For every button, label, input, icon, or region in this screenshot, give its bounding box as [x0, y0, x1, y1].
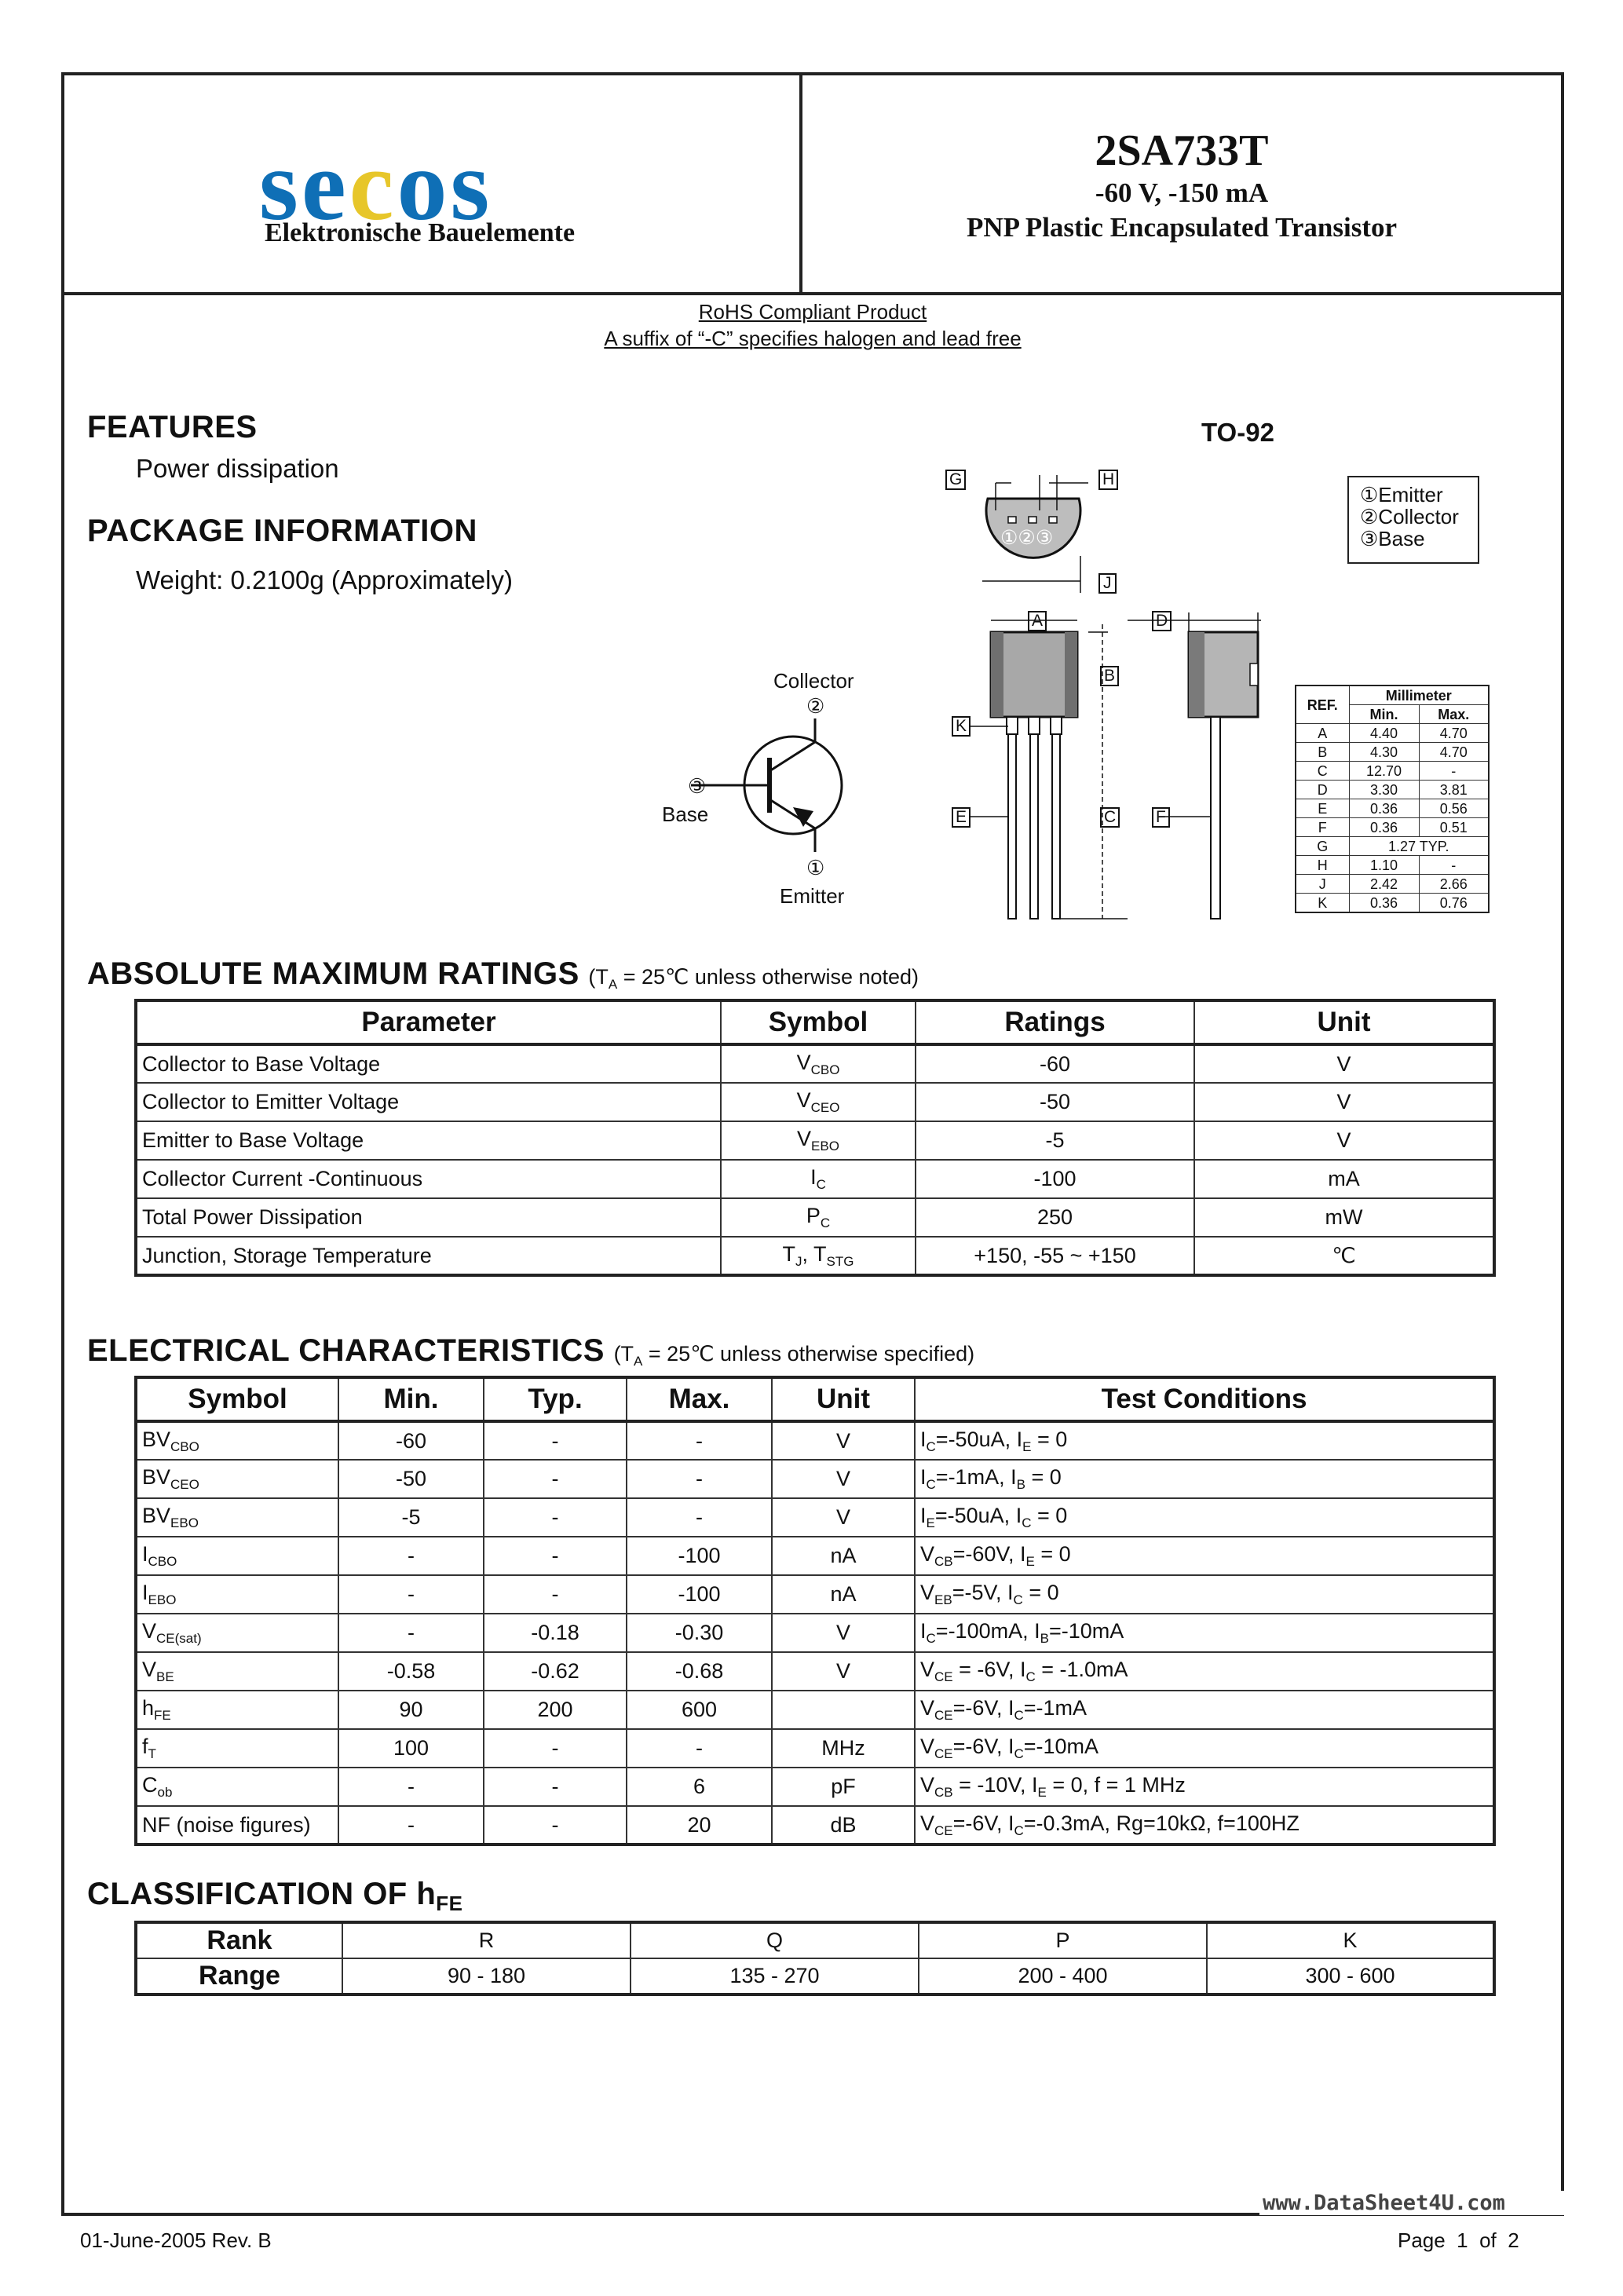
- elec-min: 100: [338, 1729, 484, 1768]
- abs-max-note: ($T_A$ = 25℃ unless otherwise noted): [588, 965, 919, 992]
- dim-ref: G: [1296, 837, 1349, 856]
- abs-unit: V: [1194, 1121, 1494, 1160]
- dim-label-k: K: [952, 716, 971, 737]
- dim-label-d: D: [1152, 611, 1172, 631]
- dim-min: 3.30: [1349, 781, 1419, 799]
- elec-row: [136, 1460, 1494, 1498]
- elec-note: ($T_A$ = 25℃ unless otherwise specified): [613, 1342, 975, 1369]
- elec-symbol: NF (noise figures): [136, 1806, 338, 1844]
- elec-min: -0.58: [338, 1652, 484, 1691]
- abs-symbol: $V_{CEO}$: [721, 1083, 916, 1121]
- abs-row: [136, 1198, 1494, 1237]
- elec-symbol: $C_{ob}$: [136, 1768, 338, 1806]
- elec-header-conditions: Test Conditions: [915, 1377, 1494, 1421]
- dim-min: 0.36: [1349, 894, 1419, 913]
- dim-label-h: H: [1098, 470, 1118, 490]
- dim-min: 0.36: [1349, 818, 1419, 837]
- dim-ref: F: [1296, 818, 1349, 837]
- elec-row: [136, 1421, 1494, 1460]
- elec-row: [136, 1768, 1494, 1806]
- elec-min: -: [338, 1614, 484, 1652]
- dim-ref: K: [1296, 894, 1349, 913]
- dim-row: [1296, 799, 1489, 818]
- elec-typ: -: [484, 1575, 627, 1614]
- dim-max: 3.81: [1419, 781, 1489, 799]
- classification-title: CLASSIFICATION OF $h_{FE}$: [87, 1877, 463, 1915]
- dim-row: [1296, 743, 1489, 762]
- elec-max: -: [627, 1729, 772, 1768]
- base-pin: ③: [688, 774, 707, 798]
- dim-row: [1296, 818, 1489, 837]
- abs-symbol: $P_C$: [721, 1198, 916, 1237]
- elec-min: -5: [338, 1498, 484, 1537]
- range-label: Range: [136, 1958, 342, 1994]
- elec-row: [136, 1652, 1494, 1691]
- elec-typ: -: [484, 1498, 627, 1537]
- rank-value: Q: [631, 1922, 919, 1958]
- elec-unit: MHz: [772, 1729, 915, 1768]
- rank-label: Rank: [136, 1922, 342, 1958]
- elec-typ: 200: [484, 1691, 627, 1729]
- pin-legend-base: ③Base: [1360, 527, 1425, 550]
- abs-header-symbol: Symbol: [721, 1000, 916, 1044]
- elec-max: -: [627, 1421, 772, 1460]
- dim-label-c: C: [1100, 807, 1120, 828]
- package-title: PACKAGE INFORMATION: [87, 514, 477, 548]
- elec-symbol: $BV_{EBO}$: [136, 1498, 338, 1537]
- part-number: 2SA733T: [1095, 126, 1269, 175]
- elec-max: -0.30: [627, 1614, 772, 1652]
- dim-max: 4.70: [1419, 743, 1489, 762]
- abs-rating: -60: [916, 1044, 1194, 1083]
- abs-row: [136, 1160, 1494, 1198]
- emitter-pin: ①: [806, 856, 825, 879]
- dim-row: [1296, 762, 1489, 781]
- dim-ref: H: [1296, 856, 1349, 875]
- elec-max: -0.68: [627, 1652, 772, 1691]
- abs-parameter: Total Power Dissipation: [136, 1198, 721, 1237]
- brand-logo-text: secos: [259, 130, 493, 241]
- collector-label: Collector: [773, 669, 854, 693]
- elec-max: -: [627, 1498, 772, 1537]
- abs-rating: +150, -55 ~ +150: [916, 1237, 1194, 1275]
- abs-max-title: [87, 956, 919, 993]
- footer-page: Page 1 of 2: [1398, 2228, 1519, 2252]
- elec-typ: -: [484, 1806, 627, 1844]
- abs-parameter: Collector to Emitter Voltage: [136, 1083, 721, 1121]
- elec-test-condition: $V_{CE}=-6V$, $I_C=-1mA$: [915, 1691, 1494, 1729]
- elec-symbol: $BV_{CBO}$: [136, 1421, 338, 1460]
- elec-max: -100: [627, 1537, 772, 1575]
- elec-unit: dB: [772, 1806, 915, 1844]
- package-name: TO-92: [1201, 418, 1274, 447]
- dim-max: 2.66: [1419, 875, 1489, 894]
- abs-unit: mW: [1194, 1198, 1494, 1237]
- elec-min: -50: [338, 1460, 484, 1498]
- elec-typ: -: [484, 1537, 627, 1575]
- abs-rating: -5: [916, 1121, 1194, 1160]
- dim-max: -: [1419, 856, 1489, 875]
- rank-value: R: [342, 1922, 631, 1958]
- abs-parameter: Collector Current -Continuous: [136, 1160, 721, 1198]
- dim-max: 0.56: [1419, 799, 1489, 818]
- elec-min: -60: [338, 1421, 484, 1460]
- dim-label-b: B: [1100, 666, 1119, 686]
- emitter-label: Emitter: [780, 884, 845, 908]
- abs-parameter: Emitter to Base Voltage: [136, 1121, 721, 1160]
- part-rating: -60 V, -150 mA: [1095, 177, 1269, 208]
- elec-unit: V: [772, 1421, 915, 1460]
- elec-typ: -: [484, 1460, 627, 1498]
- elec-test-condition: $V_{CE}=-6V$, $I_C=-10mA$: [915, 1729, 1494, 1768]
- dim-row: [1296, 781, 1489, 799]
- elec-header-unit: Unit: [772, 1377, 915, 1421]
- dim-label-a: A: [1028, 611, 1047, 631]
- abs-unit: V: [1194, 1083, 1494, 1121]
- abs-symbol: $V_{CBO}$: [721, 1044, 916, 1083]
- package-weight: Weight: 0.2100g (Approximately): [136, 565, 513, 594]
- dim-row: [1296, 856, 1489, 875]
- rank-value: K: [1207, 1922, 1494, 1958]
- elec-title-text: ELECTRICAL CHARACTERISTICS: [87, 1333, 605, 1368]
- elec-row: [136, 1691, 1494, 1729]
- dim-ref: J: [1296, 875, 1349, 894]
- dim-row: [1296, 875, 1489, 894]
- absolute-max-ratings-table: [134, 999, 1496, 1277]
- pin-legend: [1347, 476, 1479, 564]
- abs-rating: -100: [916, 1160, 1194, 1198]
- elec-symbol: $h_{FE}$: [136, 1691, 338, 1729]
- elec-row: [136, 1614, 1494, 1652]
- elec-symbol: $BV_{CEO}$: [136, 1460, 338, 1498]
- elec-row: [136, 1575, 1494, 1614]
- abs-row: [136, 1121, 1494, 1160]
- package-outline-drawing: [939, 463, 1285, 934]
- elec-symbol: $V_{CE(sat)}$: [136, 1614, 338, 1652]
- dim-min: 4.30: [1349, 743, 1419, 762]
- dim-min: 1.10: [1349, 856, 1419, 875]
- elec-symbol: $I_{CBO}$: [136, 1537, 338, 1575]
- elec-test-condition: $I_C=-50uA$, $I_E = 0$: [915, 1421, 1494, 1460]
- abs-max-title-text: ABSOLUTE MAXIMUM RATINGS: [87, 956, 579, 991]
- pin-legend-emitter: ①Emitter: [1360, 483, 1443, 506]
- elec-test-condition: $I_C=-1mA$, $I_B = 0$: [915, 1460, 1494, 1498]
- elec-row: [136, 1537, 1494, 1575]
- elec-test-condition: $I_C=-100mA$, $I_B=-10mA$: [915, 1614, 1494, 1652]
- elec-min: 90: [338, 1691, 484, 1729]
- elec-row: [136, 1729, 1494, 1768]
- range-value: 90 - 180: [342, 1958, 631, 1994]
- classification-table: [134, 1921, 1496, 1996]
- elec-title: [87, 1333, 974, 1369]
- elec-test-condition: $V_{CE}=-6V$, $I_C=-0.3mA$, Rg=10kΩ, f=100HZ: [915, 1806, 1494, 1844]
- elec-header-max: Max.: [627, 1377, 772, 1421]
- elec-header-typ: Typ.: [484, 1377, 627, 1421]
- abs-rating: 250: [916, 1198, 1194, 1237]
- elec-row: [136, 1806, 1494, 1844]
- dim-max: 0.51: [1419, 818, 1489, 837]
- abs-symbol: $T_J$, $T_{STG}$: [721, 1237, 916, 1275]
- abs-header-parameter: Parameter: [136, 1000, 721, 1044]
- elec-unit: nA: [772, 1575, 915, 1614]
- elec-min: -: [338, 1768, 484, 1806]
- abs-parameter: Junction, Storage Temperature: [136, 1237, 721, 1275]
- collector-pin: ②: [806, 694, 825, 718]
- pin-legend-collector: ②Collector: [1360, 505, 1459, 528]
- abs-parameter: Collector to Base Voltage: [136, 1044, 721, 1083]
- elec-unit: [772, 1691, 915, 1729]
- abs-unit: ℃: [1194, 1237, 1494, 1275]
- dim-row: [1296, 894, 1489, 913]
- abs-symbol: $I_C$: [721, 1160, 916, 1198]
- elec-test-condition: $V_{CB} = -10V$, $I_E = 0$, f = 1 MHz: [915, 1768, 1494, 1806]
- halogen-line: A suffix of “-C” specifies halogen and lead free: [604, 327, 1022, 350]
- elec-typ: -0.62: [484, 1652, 627, 1691]
- footer-date: 01-June-2005 Rev. B: [80, 2228, 272, 2252]
- abs-header-ratings: Ratings: [916, 1000, 1194, 1044]
- watermark: www.DataSheet4U.com: [1259, 2191, 1564, 2215]
- elec-test-condition: $V_{CE} = -6V$, $I_C = -1.0mA$: [915, 1652, 1494, 1691]
- dim-row: [1296, 724, 1489, 743]
- features-title: FEATURES: [87, 410, 258, 444]
- dim-ref: A: [1296, 724, 1349, 743]
- dim-min: 12.70: [1349, 762, 1419, 781]
- dim-ref: C: [1296, 762, 1349, 781]
- features-item: Power dissipation: [136, 454, 339, 483]
- dim-ref: D: [1296, 781, 1349, 799]
- abs-header-unit: Unit: [1194, 1000, 1494, 1044]
- range-value: 300 - 600: [1207, 1958, 1494, 1994]
- abs-rating: -50: [916, 1083, 1194, 1121]
- elec-unit: V: [772, 1614, 915, 1652]
- abs-row: [136, 1044, 1494, 1083]
- abs-unit: mA: [1194, 1160, 1494, 1198]
- header-divider: [61, 292, 1564, 295]
- dim-row: [1296, 837, 1489, 856]
- elec-typ: -: [484, 1729, 627, 1768]
- rank-value: P: [919, 1922, 1207, 1958]
- dim-typ: 1.27 TYP.: [1349, 837, 1489, 856]
- dim-min-header: Min.: [1349, 705, 1419, 724]
- elec-typ: -: [484, 1768, 627, 1806]
- dim-label-f: F: [1152, 807, 1170, 828]
- dim-ref: E: [1296, 799, 1349, 818]
- elec-unit: pF: [772, 1768, 915, 1806]
- elec-typ: -: [484, 1421, 627, 1460]
- elec-min: -: [338, 1537, 484, 1575]
- dim-min: 2.42: [1349, 875, 1419, 894]
- dim-max: 4.70: [1419, 724, 1489, 743]
- elec-symbol: $V_{BE}$: [136, 1652, 338, 1691]
- elec-test-condition: $V_{EB}=-5V$, $I_C = 0$: [915, 1575, 1494, 1614]
- elec-max: -100: [627, 1575, 772, 1614]
- elec-unit: V: [772, 1460, 915, 1498]
- dim-label-e: E: [952, 807, 971, 828]
- pin-numbers: ①②③: [1000, 527, 1054, 549]
- brand-tagline: Elektronische Bauelemente: [265, 218, 576, 247]
- dim-min: 0.36: [1349, 799, 1419, 818]
- dim-ref-header: REF.: [1296, 686, 1349, 724]
- dim-max: 0.76: [1419, 894, 1489, 913]
- abs-symbol: $V_{EBO}$: [721, 1121, 916, 1160]
- elec-max: -: [627, 1460, 772, 1498]
- dim-min: 4.40: [1349, 724, 1419, 743]
- base-label: Base: [662, 803, 709, 826]
- elec-header-symbol: Symbol: [136, 1377, 338, 1421]
- range-value: 200 - 400: [919, 1958, 1207, 1994]
- range-value: 135 - 270: [631, 1958, 919, 1994]
- abs-row: [136, 1237, 1494, 1275]
- elec-test-condition: $I_E=-50uA$, $I_C = 0$: [915, 1498, 1494, 1537]
- elec-unit: nA: [772, 1537, 915, 1575]
- rohs-line: RoHS Compliant Product: [698, 300, 927, 324]
- dim-max-header: Max.: [1419, 705, 1489, 724]
- dim-label-j: J: [1098, 573, 1117, 594]
- elec-test-condition: $V_{CB}=-60V$, $I_E = 0$: [915, 1537, 1494, 1575]
- elec-typ: -0.18: [484, 1614, 627, 1652]
- elec-unit: V: [772, 1652, 915, 1691]
- elec-row: [136, 1498, 1494, 1537]
- elec-header-min: Min.: [338, 1377, 484, 1421]
- dim-unit-header: Millimeter: [1349, 686, 1489, 705]
- electrical-characteristics-table: [134, 1376, 1496, 1846]
- dim-label-g: G: [945, 470, 966, 490]
- elec-unit: V: [772, 1498, 915, 1537]
- elec-max: 6: [627, 1768, 772, 1806]
- elec-min: -: [338, 1806, 484, 1844]
- dim-ref: B: [1296, 743, 1349, 762]
- elec-symbol: $I_{EBO}$: [136, 1575, 338, 1614]
- elec-max: 600: [627, 1691, 772, 1729]
- dim-max: -: [1419, 762, 1489, 781]
- abs-row: [136, 1083, 1494, 1121]
- elec-min: -: [338, 1575, 484, 1614]
- part-description: PNP Plastic Encapsulated Transistor: [966, 212, 1398, 243]
- elec-symbol: $f_T$: [136, 1729, 338, 1768]
- elec-max: 20: [627, 1806, 772, 1844]
- abs-unit: V: [1194, 1044, 1494, 1083]
- dimension-table: [1295, 685, 1490, 913]
